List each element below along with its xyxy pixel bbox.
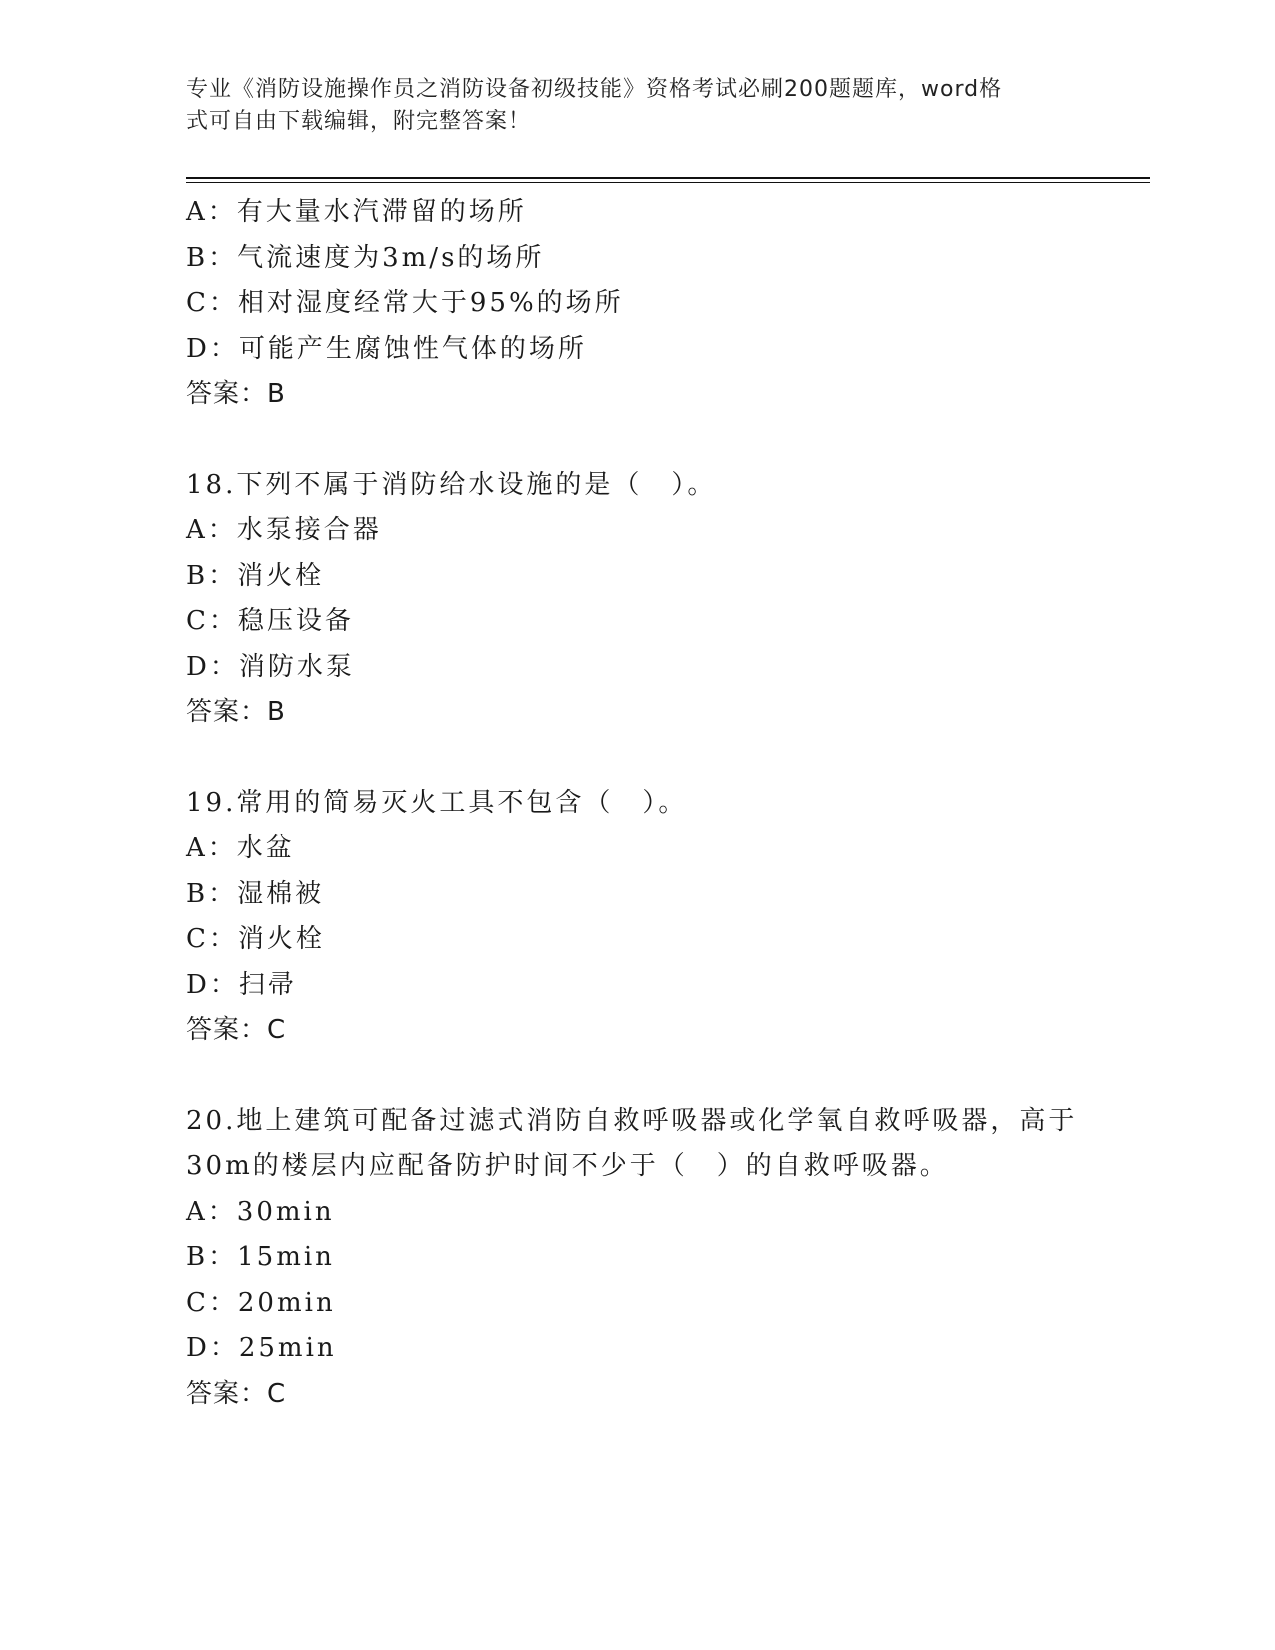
spacer — [186, 418, 1150, 463]
option-a: A：有大量水汽滞留的场所 — [186, 197, 527, 227]
answer: 答案：C — [186, 1378, 287, 1409]
header-divider-thick — [186, 177, 1150, 179]
spacer — [186, 736, 1150, 781]
header-line-1: 专业《消防设施操作员之消防设备初级技能》资格考试必刷200题题库，word格 — [186, 77, 1003, 102]
question-text-line-1: 20.地上建筑可配备过滤式消防自救呼吸器或化学氧自救呼吸器，高于 — [186, 1105, 1078, 1136]
answer: 答案：B — [186, 379, 286, 409]
option-b: B：消火栓 — [186, 560, 325, 591]
option-c: C：稳压设备 — [186, 606, 354, 636]
answer: 答案：C — [186, 1015, 287, 1045]
question-text: 18.下列不属于消防给水设施的是（ ）。 — [186, 469, 717, 500]
header-divider-thin — [186, 182, 1150, 183]
question-list — [186, 190, 1150, 1417]
spacer — [186, 1054, 1150, 1099]
option-d: D：消防水泵 — [186, 651, 355, 682]
option-a: A：水泵接合器 — [186, 515, 382, 545]
question-19 — [186, 781, 1150, 1054]
question-20 — [186, 1099, 1150, 1418]
option-b: B：湿棉被 — [186, 878, 325, 909]
option-d: D：可能产生腐蚀性气体的场所 — [186, 333, 587, 364]
option-c: C：消火栓 — [186, 924, 325, 954]
option-c: C：20min — [186, 1287, 336, 1318]
header-line-2: 式可自由下载编辑，附完整答案！ — [186, 109, 532, 134]
answer: 答案：B — [186, 697, 286, 727]
option-a: A：水盆 — [186, 833, 295, 863]
option-d: D：扫帚 — [186, 969, 297, 1000]
option-c: C：相对湿度经常大于95%的场所 — [186, 288, 624, 318]
question-text-line-2: 30m的楼层内应配备防护时间不少于（ ）的自救呼吸器。 — [186, 1151, 949, 1181]
question-17 — [186, 190, 1150, 418]
document-header — [186, 74, 1066, 138]
question-text: 19.常用的简易灭火工具不包含（ ）。 — [186, 787, 688, 818]
option-b: B：15min — [186, 1242, 335, 1272]
option-b: B：气流速度为3m/s的场所 — [186, 242, 545, 273]
question-18 — [186, 463, 1150, 736]
option-a: A：30min — [186, 1196, 335, 1227]
option-d: D：25min — [186, 1333, 337, 1363]
